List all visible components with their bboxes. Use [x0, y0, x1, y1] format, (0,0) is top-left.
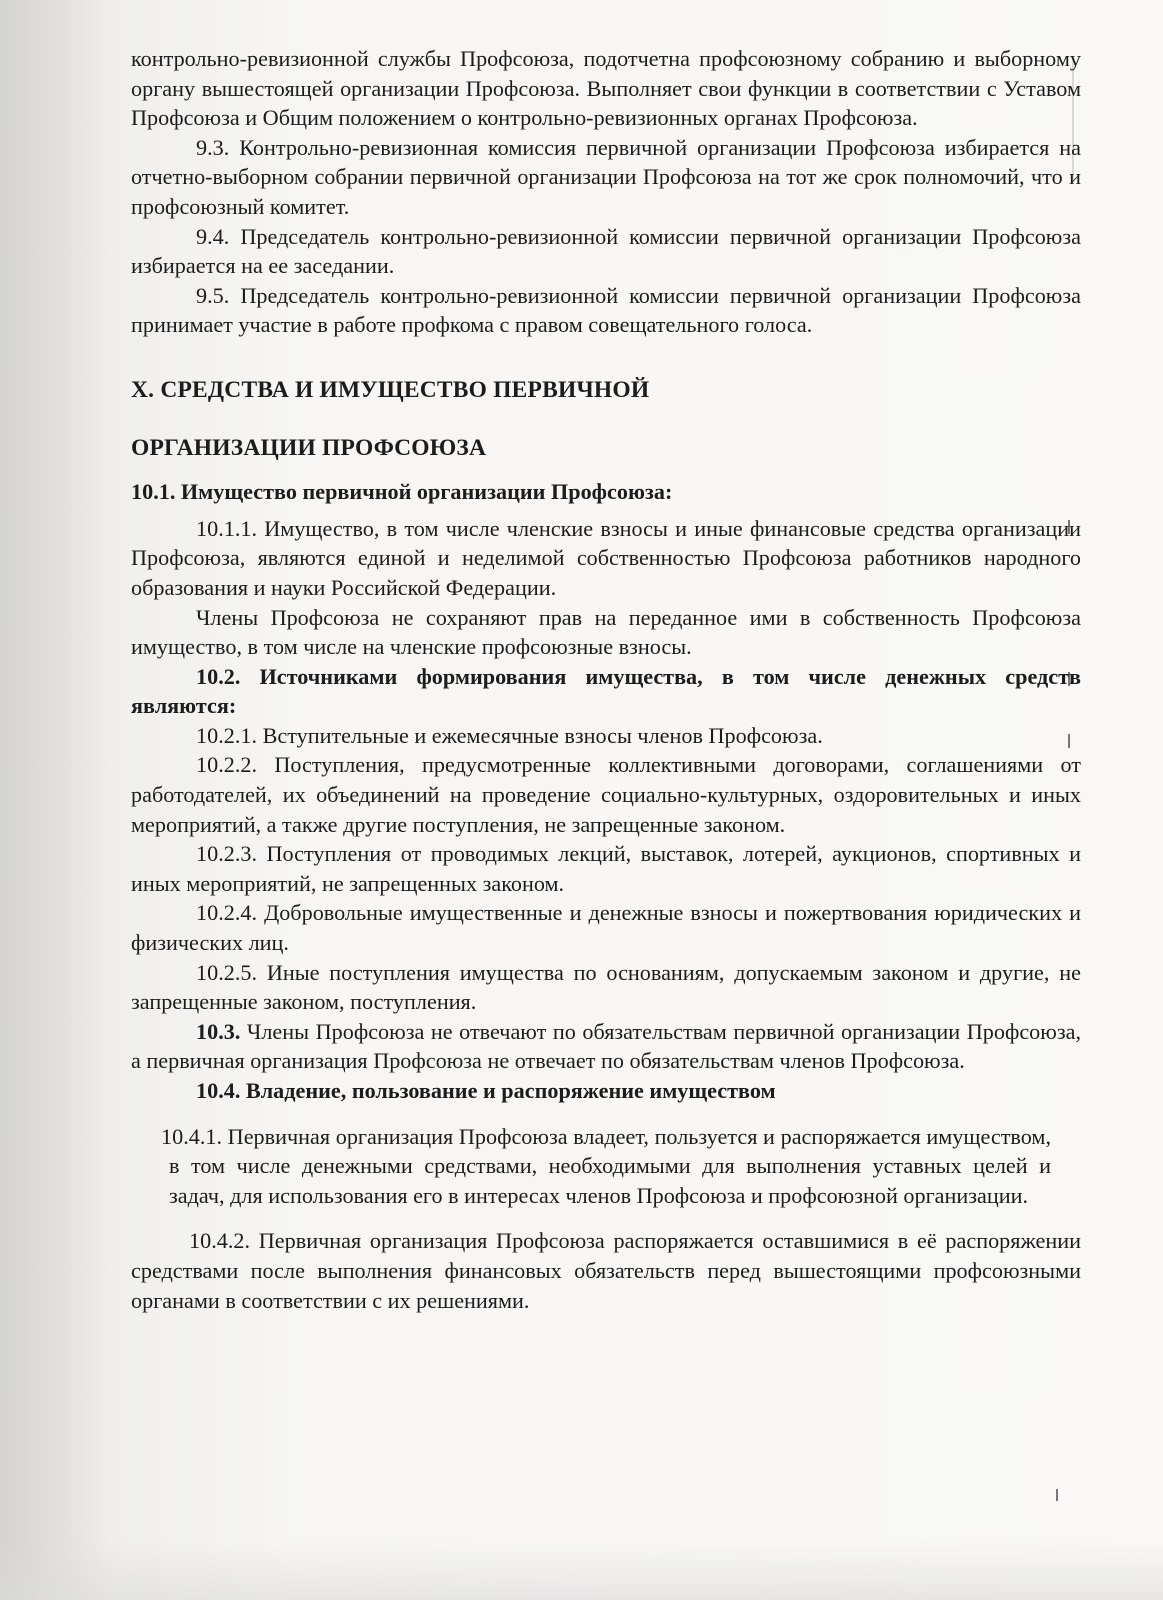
paragraph-9-4: 9.4. Председатель контрольно-ревизионной комиссии первичной организации Профсоюза избирается на ее заседании.	[131, 223, 1081, 279]
paragraph-10-4-1-block	[131, 1122, 1081, 1211]
paragraph-10-4-2: 10.4.2. Первичная организация Профсоюза распоряжается оставшимися в её распоряжении средствами после выполнения финансовых обязательств перед вышестоящими профсоюзными органами в соответствии с их решениями.	[131, 1228, 1081, 1313]
section-heading-line-2: ОРГАНИЗАЦИИ ПРОФСОЮЗА	[131, 434, 487, 461]
document-body	[131, 44, 1081, 1315]
paragraph-10-2-3: 10.2.3. Поступления от проводимых лекций, выставок, лотерей, аукционов, спортивных и иных мероприятий, не запрещенных законом.	[131, 841, 1081, 896]
subsection-10-2-heading: 10.2. Источниками формирования имущества, в том числе денежных средств являются:	[131, 663, 1081, 719]
scan-shadow-left	[0, 0, 110, 1600]
paragraph-continuation: контрольно-ревизионной службы Профсоюза, подотчетна профсоюзному собранию и выборному органу вышестоящей организации Профсоюза. Выполняет свои функции в соответствии с Уставом Профсоюза и Общим положением о контрольно-ревизионных органах Профсоюза.	[131, 46, 1081, 131]
paragraph-10-2-1: 10.2.1. Вступительные и ежемесячные взносы членов Профсоюза.	[196, 722, 823, 748]
paragraph-10-3	[131, 1017, 1081, 1076]
paragraph-10-2-5: 10.2.5. Иные поступления имущества по основаниям, допускаемым законом и другие, не запрещенные законом, поступления.	[131, 959, 1081, 1015]
section-heading-line-1: X. СРЕДСТВА И ИМУЩЕСТВО ПЕРВИЧНОЙ	[131, 376, 650, 403]
paragraph-10-1-1: 10.1.1. Имущество, в том числе членские взносы и иные финансовые средства организации Профсоюза, являются единой и неделимой собственностью Профсоюза работников народного образования и науки Российской Федерации.	[131, 515, 1081, 600]
paragraph-10-4-1: 10.4.1. Первичная организация Профсоюза владеет, пользуется и распоряжается имуществом, в том числе денежными средствами, необходимыми для выполнения уставных целей и задач, для использования его в интересах членов Профсоюза и профсоюзной организации.	[161, 1123, 1051, 1208]
paragraph-9-5: 9.5. Председатель контрольно-ревизионной комиссии первичной организации Профсоюза принимает участие в работе профкома с правом совещательного голоса.	[131, 282, 1081, 338]
paragraph-10-3-number: 10.3.	[196, 1018, 241, 1044]
paragraph-10-3-text: Члены Профсоюза не отвечают по обязательствам первичной организации Профсоюза, а первичная организация Профсоюза не отвечает по обязательствам членов Профсоюза.	[131, 1018, 1081, 1074]
paragraph-10-2-2: 10.2.2. Поступления, предусмотренные коллективными договорами, соглашениями от работодателей, их объединений на проведение социально-культурных, оздоровительных и иных мероприятий, а также другие поступления, не запрещенные законом.	[131, 752, 1081, 837]
subsection-10-1-heading: 10.1. Имущество первичной организации Профсоюза:	[131, 479, 673, 505]
scan-shadow-bottom	[0, 1540, 1163, 1600]
paragraph-9-3: 9.3. Контрольно-ревизионная комиссия первичной организации Профсоюза избирается на отчетно-выборном собрании первичной организации Профсоюза на тот же срок полномочий, что и профсоюзный комитет.	[131, 134, 1081, 219]
paragraph-members-rights: Члены Профсоюза не сохраняют прав на переданное ими в собственность Профсоюза имущество, в том числе на членские профсоюзные взносы.	[131, 604, 1081, 660]
scan-artifact-tick	[1056, 1489, 1058, 1501]
subsection-10-4-heading: 10.4. Владение, пользование и распоряжение имуществом	[196, 1078, 776, 1103]
paragraph-10-2-4: 10.2.4. Добровольные имущественные и денежные взносы и пожертвования юридических и физических лиц.	[131, 900, 1081, 956]
